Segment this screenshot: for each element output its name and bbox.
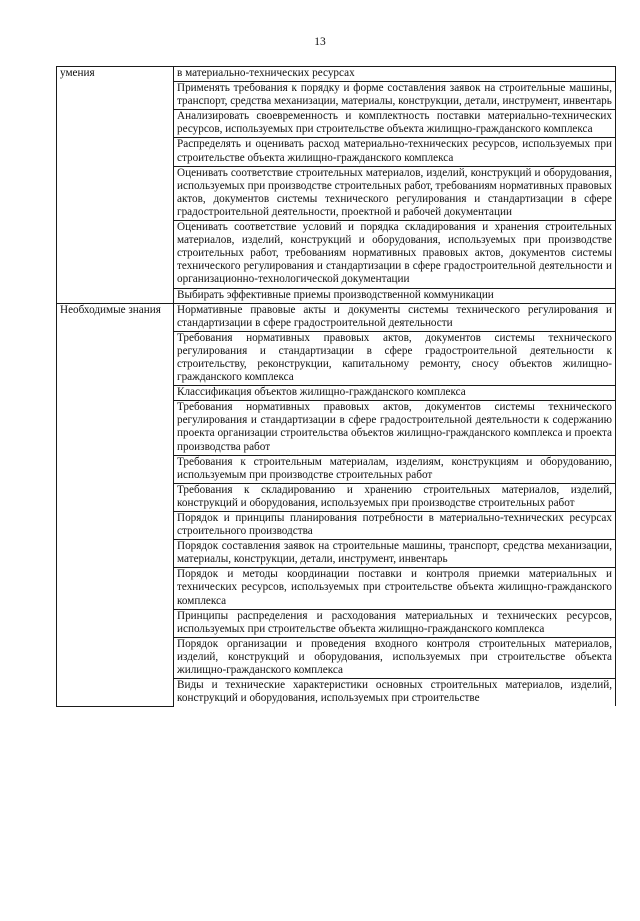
table-row bbox=[57, 67, 616, 82]
table-row bbox=[57, 303, 616, 331]
item-text: в материально-технических ресурсах bbox=[177, 67, 355, 79]
item-cell bbox=[174, 110, 616, 138]
section-label-cell bbox=[57, 303, 174, 706]
item-text: Оценивать соответствие условий и порядка складирования и хранения строительных материалов, изделий, конструкций и оборудования, используемых при производстве строительных работ, требованиям нормативных правовых актов, документов системы технического регулирования и стандартизации в сфере градостроительной деятельности и организационно-технологической документации bbox=[177, 221, 612, 286]
item-cell bbox=[174, 401, 616, 455]
item-text: Требования к складированию и хранению строительных материалов, изделий, конструкций и оборудования, используемых при производстве строительных работ bbox=[177, 483, 612, 509]
item-cell bbox=[174, 637, 616, 678]
item-cell bbox=[174, 512, 616, 540]
item-cell bbox=[174, 67, 616, 82]
item-text: Требования нормативных правовых актов, документов системы технического регулирования и стандартизации в сфере градостроительной деятельности к строительству, реконструкции, капитальному ремонту, сносу объектов жилищно-гражданского комплекса bbox=[177, 331, 612, 384]
item-cell bbox=[174, 138, 616, 166]
item-cell bbox=[174, 331, 616, 385]
item-cell bbox=[174, 221, 616, 288]
page-number: 13 bbox=[314, 36, 326, 48]
section-label: умения bbox=[60, 67, 95, 79]
item-text: Требования к строительным материалам, изделиям, конструкциям и оборудованию, используемым при производстве строительных работ bbox=[177, 455, 612, 481]
item-cell bbox=[174, 82, 616, 110]
item-cell bbox=[174, 288, 616, 303]
item-text: Порядок и методы координации поставки и контроля приемки материальных и технических ресурсов, используемых при строительстве объекта жилищно-гражданского комплекса bbox=[177, 568, 612, 607]
item-text: Оценивать соответствие строительных материалов, изделий, конструкций и оборудования, используемых при производстве строительных работ, требованиям нормативных правовых актов, документов системы технического регулирования и стандартизации в сфере градостроительной деятельности, проектной и рабочей документации bbox=[177, 166, 612, 218]
section-label-cell bbox=[57, 67, 174, 304]
item-text: Порядок составления заявок на строительные машины, транспорт, средства механизации, материалы, конструкции, детали, инструмент, инвентарь bbox=[177, 540, 612, 566]
item-cell bbox=[174, 166, 616, 220]
section-label: Необходимые знания bbox=[60, 303, 161, 316]
item-text: Выбирать эффективные приемы производственной коммуникации bbox=[177, 288, 494, 301]
item-cell bbox=[174, 386, 616, 401]
item-text: Требования нормативных правовых актов, документов системы технического регулирования и стандартизации в сфере градостроительной деятельности к содержанию проекта организации строительства объектов жилищно-гражданского комплекса и проекта производства работ bbox=[177, 401, 612, 453]
item-text: Нормативные правовые акты и документы системы технического регулирования и стандартизации в сфере градостроительной деятельности bbox=[177, 303, 612, 329]
item-text: Порядок и принципы планирования потребности в материально-технических ресурсах строительного производства bbox=[177, 512, 612, 538]
item-text: Классификация объектов жилищно-гражданского комплекса bbox=[177, 386, 466, 399]
item-text: Порядок организации и проведения входного контроля строительных материалов, изделий, конструкций и оборудования, используемых при строительстве объекта жилищно-гражданского комплекса bbox=[177, 637, 612, 677]
item-text: Виды и технические характеристики основных строительных материалов, изделий, конструкций и оборудования, используемых при строительстве bbox=[177, 679, 612, 705]
item-cell bbox=[174, 303, 616, 331]
item-cell bbox=[174, 568, 616, 609]
item-text: Распределять и оценивать расход материально-технических ресурсов, используемых при строительстве объекта жилищно-гражданского комплекса bbox=[177, 138, 612, 164]
item-cell bbox=[174, 455, 616, 483]
item-text: Принципы распределения и расходования материальных и технических ресурсов, используемых при строительстве объекта жилищно-гражданского комплекса bbox=[177, 609, 612, 635]
item-text: Анализировать своевременность и комплектность поставки материально-технических ресурсов, используемых при строительстве объекта жилищно-гражданского комплекса bbox=[177, 110, 612, 136]
item-cell bbox=[174, 679, 616, 707]
item-cell bbox=[174, 483, 616, 511]
requirements-table bbox=[56, 66, 616, 707]
item-text: Применять требования к порядку и форме составления заявок на строительные машины, транспорт, средства механизации, материалы, конструкции, детали, инструмент, инвентарь bbox=[177, 82, 612, 108]
item-cell bbox=[174, 609, 616, 637]
item-cell bbox=[174, 540, 616, 568]
